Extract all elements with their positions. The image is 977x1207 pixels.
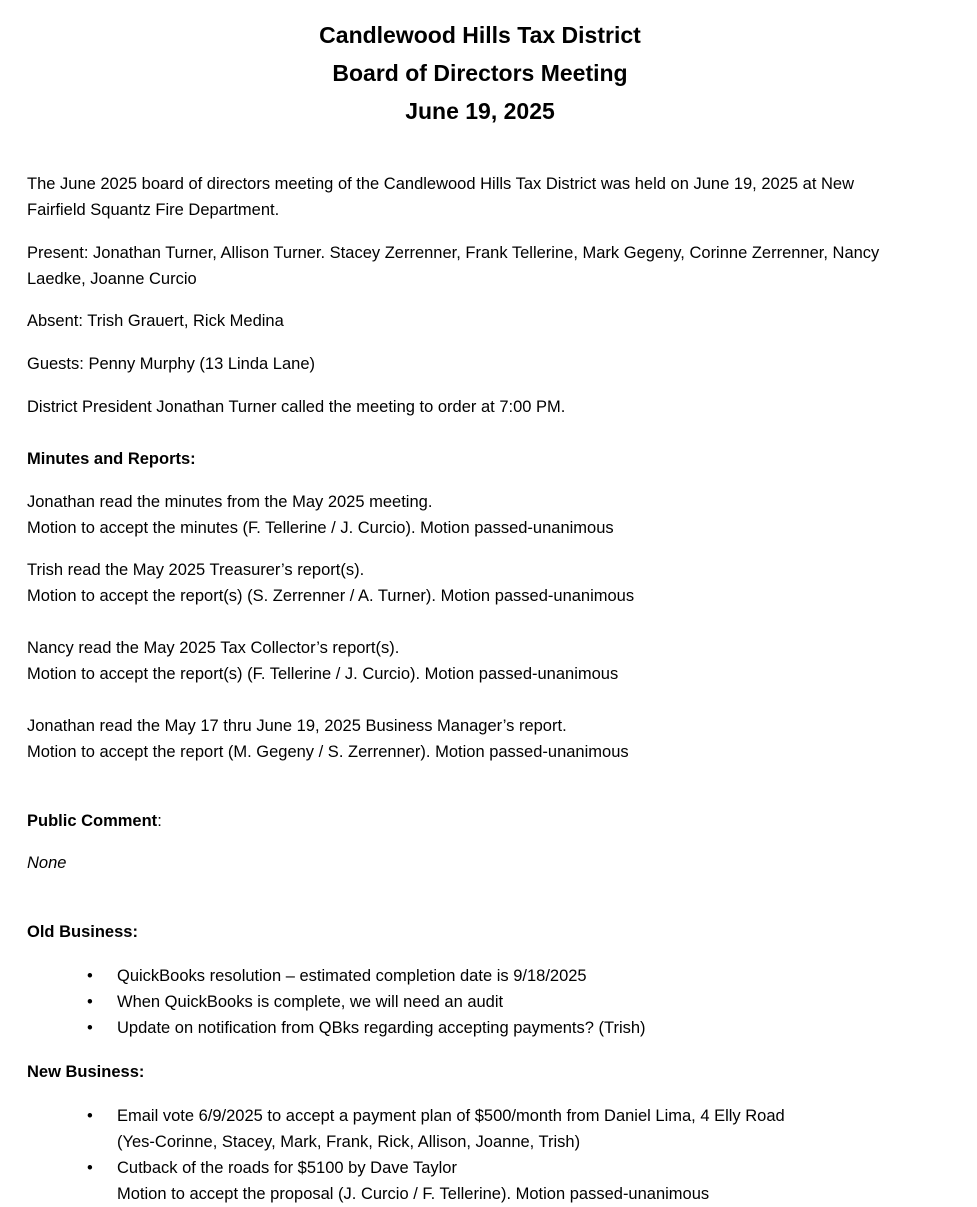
list-item — [27, 989, 927, 1015]
minutes-reports-heading-text: Minutes and Reports: — [27, 450, 196, 468]
guests-line: Guests: Penny Murphy (13 Linda Lane) — [27, 355, 316, 373]
public-comment-colon: : — [157, 812, 162, 830]
present-line-2: Laedke, Joanne Curcio — [27, 270, 197, 288]
intro-held-paragraph — [27, 171, 947, 223]
report-item-line-1: Jonathan read the May 17 thru June 19, 2025 Business Manager’s report. — [27, 717, 567, 735]
list-item-text: When QuickBooks is complete, we will need an audit — [117, 993, 504, 1011]
list-item-text-line-1: Cutback of the roads for $5100 by Dave Taylor — [117, 1159, 457, 1177]
new-business-heading-text: New Business: — [27, 1063, 145, 1081]
absent-line: Absent: Trish Grauert, Rick Medina — [27, 312, 284, 330]
report-item-line-2: Motion to accept the report(s) (F. Tellerine / J. Curcio). Motion passed-unanimous — [27, 665, 619, 683]
intro-held-line-1: The June 2025 board of directors meeting of the Candlewood Hills Tax District was held on June 19, 2025 at New — [27, 175, 854, 193]
present-paragraph — [27, 240, 947, 292]
list-item — [27, 963, 927, 989]
list-item — [27, 1155, 927, 1207]
title-district: Candlewood Hills Tax District — [319, 22, 641, 48]
bullet-icon: • — [87, 993, 93, 1011]
report-item — [27, 713, 947, 765]
title-meeting: Board of Directors Meeting — [332, 60, 628, 86]
public-comment-heading — [27, 808, 947, 834]
list-item-text-line-2: (Yes-Corinne, Stacey, Mark, Frank, Rick, Allison, Joanne, Trish) — [117, 1133, 581, 1151]
public-comment-heading-text: Public Comment — [27, 812, 158, 830]
new-business-list — [27, 1103, 927, 1207]
list-item — [27, 1015, 927, 1041]
report-item — [27, 489, 947, 541]
report-item — [27, 635, 947, 687]
list-item-text-line-2: Motion to accept the proposal (J. Curcio / F. Tellerine). Motion passed-unanimous — [117, 1185, 710, 1203]
report-item-line-2: Motion to accept the report(s) (S. Zerrenner / A. Turner). Motion passed-unanimous — [27, 587, 635, 605]
title-date: June 19, 2025 — [405, 98, 555, 124]
absent-paragraph — [27, 308, 947, 334]
call-to-order-paragraph — [27, 394, 947, 420]
document-title — [0, 16, 960, 130]
list-item-text: QuickBooks resolution – estimated completion date is 9/18/2025 — [117, 967, 587, 985]
list-item — [27, 1103, 927, 1155]
minutes-reports-heading — [27, 446, 947, 472]
bullet-icon: • — [87, 1107, 93, 1125]
call-to-order-line: District President Jonathan Turner called the meeting to order at 7:00 PM. — [27, 398, 566, 416]
guests-paragraph — [27, 351, 947, 377]
public-comment-none: None — [27, 854, 67, 872]
report-item-line-1: Trish read the May 2025 Treasurer’s report(s). — [27, 561, 365, 579]
public-comment-text — [27, 850, 947, 876]
new-business-heading — [27, 1059, 947, 1085]
list-item-text-line-1: Email vote 6/9/2025 to accept a payment plan of $500/month from Daniel Lima, 4 Elly Road — [117, 1107, 785, 1125]
bullet-icon: • — [87, 967, 93, 985]
old-business-heading — [27, 919, 947, 945]
report-item — [27, 557, 947, 609]
intro-held-line-2: Fairfield Squantz Fire Department. — [27, 201, 280, 219]
present-line-1: Present: Jonathan Turner, Allison Turner. Stacey Zerrenner, Frank Tellerine, Mark Gegeny, Corinne Zerrenner, Nancy — [27, 244, 880, 262]
report-item-line-2: Motion to accept the minutes (F. Tellerine / J. Curcio). Motion passed-unanimous — [27, 519, 614, 537]
bullet-icon: • — [87, 1159, 93, 1177]
old-business-heading-text: Old Business: — [27, 923, 138, 941]
report-item-line-1: Jonathan read the minutes from the May 2025 meeting. — [27, 493, 433, 511]
bullet-icon: • — [87, 1019, 93, 1037]
report-item-line-2: Motion to accept the report (M. Gegeny / S. Zerrenner). Motion passed-unanimous — [27, 743, 629, 761]
report-item-line-1: Nancy read the May 2025 Tax Collector’s report(s). — [27, 639, 400, 657]
list-item-text: Update on notification from QBks regarding accepting payments? (Trish) — [117, 1019, 646, 1037]
old-business-list — [27, 963, 927, 1041]
